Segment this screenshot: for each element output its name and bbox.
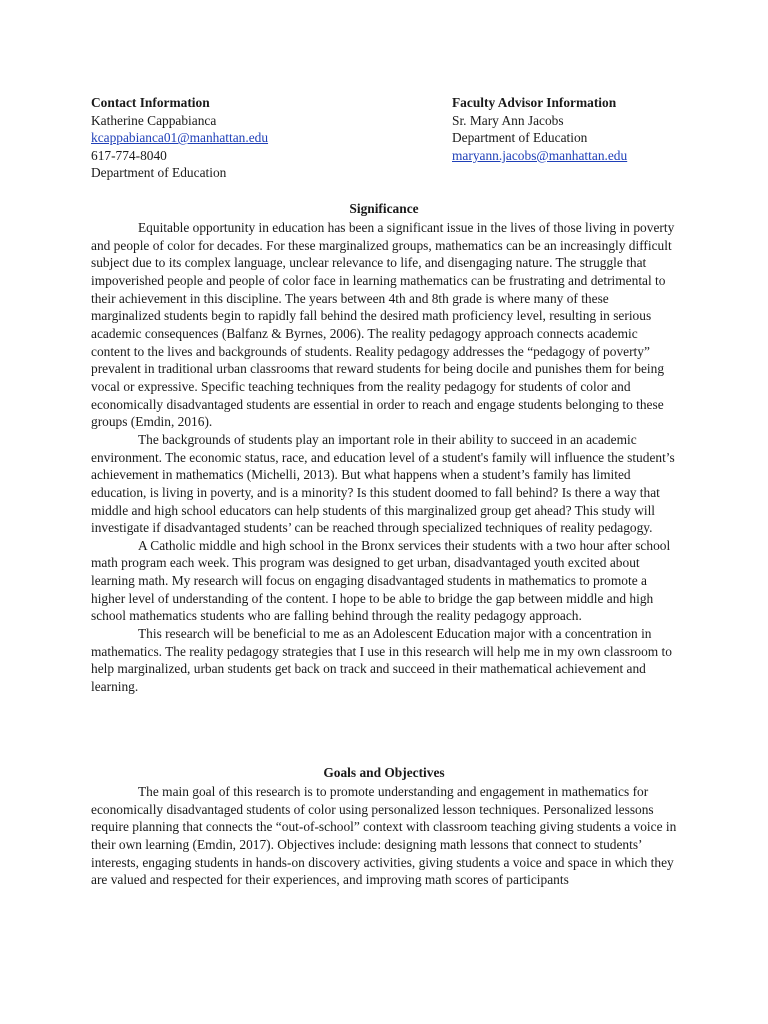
goals-heading: Goals and Objectives <box>323 765 445 780</box>
contact-phone: 617-774-8040 <box>91 147 167 163</box>
faculty-advisor-information <box>452 94 627 164</box>
contact-department: Department of Education <box>91 165 227 181</box>
contact-name: Katherine Cappabianca <box>91 112 217 128</box>
contact-information <box>91 94 268 182</box>
significance-paragraph: The backgrounds of students play an important role in their ability to succeed in an academic environment. The economic status, race, and education level of a student's family will influence the student’s achievement in mathematics (Michelli, 2013). But what happens when a student’s family has limited education, is living in poverty, and is a minority? Is this student doomed to fall behind? Is there a way that middle and high school educators can help students of this marginalized group get ahead? This study will investigate if disadvantaged students’ can be reached through specialized techniques of reality pedagogy. <box>91 431 675 536</box>
advisor-heading: Faculty Advisor Information <box>452 95 617 110</box>
advisor-email-link[interactable]: maryann.jacobs@manhattan.edu <box>452 147 628 163</box>
significance-paragraph: This research will be beneficial to me as an Adolescent Education major with a concentration in mathematics. The reality pedagogy strategies that I use in this research will help me in my own classroom to help marginalized, urban students get back on track and succeed in their mathematical achievement and learning. <box>91 626 672 695</box>
goals-paragraph: The main goal of this research is to promote understanding and engagement in mathematics for economically disadvantaged students of color using personalized lesson techniques. Personalized lessons require planning that connects the “out-of-school” context with classroom teaching giving students a voice in their own learning (Emdin, 2017). Objectives include: designing math lessons that connect to students’ interests, engaging students in hands-on discovery activities, giving students a voice and space in which they are valued and respected for their experiences, and improving math scores of participants <box>91 784 677 888</box>
advisor-name: Sr. Mary Ann Jacobs <box>452 112 564 128</box>
advisor-department: Department of Education <box>452 130 588 146</box>
significance-paragraph: A Catholic middle and high school in the Bronx services their students with a two hour after school math program each week. This program was designed to get urban, disadvantaged youth excited about learning math. My research will focus on engaging disadvantaged students in mathematics to promote a higher level of understanding of the content. I hope to be able to bridge the gap between middle and high school mathematics students who are falling behind through the reality pedagogy approach. <box>91 537 671 624</box>
significance-section <box>91 219 677 696</box>
contact-heading: Contact Information <box>91 95 210 110</box>
goals-section <box>91 783 677 889</box>
significance-heading: Significance <box>349 201 419 216</box>
significance-paragraph: Equitable opportunity in education has been a significant issue in the lives of those living in poverty and people of color for decades. For these marginalized groups, mathematics can be an increasingly difficult subject due to its complex language, unclear relevance to life, and disengaging nature. The struggle that impoverished people and people of color face in learning mathematics can be frustrating and detrimental to their achievement in this discipline. The years between 4th and 8th grade is where many of these marginalized students begin to rapidly fall behind the desired math proficiency level, resulting in serious academic consequences (Balfanz & Byrnes, 2006). The reality pedagogy approach connects academic content to the lives and backgrounds of students. Reality pedagogy addresses the “pedagogy of poverty” prevalent in traditional urban classrooms that reward students for being docile and punishes them for being vocal or expressive. Specific teaching techniques from the reality pedagogy for students of color and economically disadvantaged students are essential in order to reach and engage students belonging to these groups (Emdin, 2016). <box>91 220 675 430</box>
contact-email-link[interactable]: kcappabianca01@manhattan.edu <box>91 130 269 146</box>
